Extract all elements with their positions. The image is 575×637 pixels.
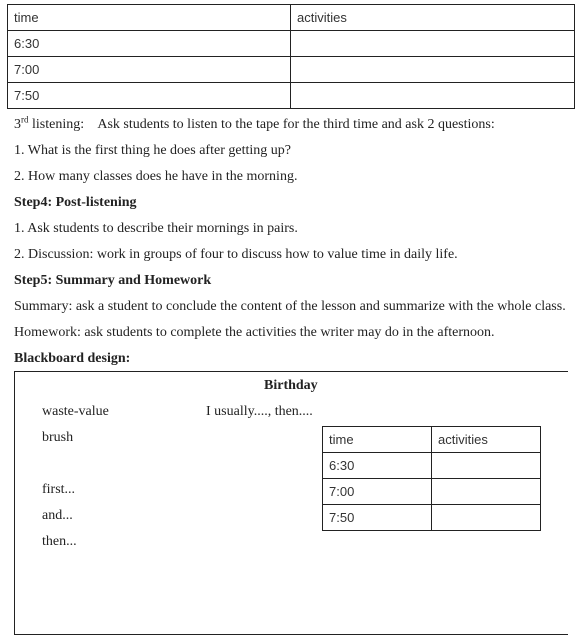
table-cell: 7:00	[8, 57, 291, 83]
homework-line: Homework: ask students to complete the activities the writer may do in the afternoon.	[14, 325, 495, 340]
table-cell: 6:30	[323, 453, 432, 479]
question-2: 2. How many classes does he have in the morning.	[14, 169, 298, 184]
step4-item-1: 1. Ask students to describe their mornings in pairs.	[14, 221, 298, 236]
schedule-table	[7, 4, 575, 109]
third-listening-text: listening: Ask students to listen to the tape for the third time and ask 2 questions:	[28, 117, 495, 132]
table-row	[323, 453, 541, 479]
summary-line: Summary: ask a student to conclude the content of the lesson and summarize with the whole class.	[14, 299, 566, 314]
blackboard-heading: Blackboard design:	[14, 351, 131, 366]
table-row	[323, 479, 541, 505]
table-cell	[432, 479, 541, 505]
ordinal-suffix: rd	[21, 114, 29, 125]
step4-item-2: 2. Discussion: work in groups of four to discuss how to value time in daily life.	[14, 247, 458, 262]
board-word: first...	[42, 482, 76, 497]
table-header-cell: activities	[432, 427, 541, 453]
table-cell	[291, 31, 575, 57]
board-word: then...	[42, 534, 77, 549]
table-cell: 7:50	[323, 505, 432, 531]
table-row	[8, 57, 575, 83]
table-cell: 7:00	[323, 479, 432, 505]
table-header-row	[323, 427, 541, 453]
table-header-cell: time	[323, 427, 432, 453]
third-listening-line	[14, 114, 495, 133]
board-word: brush	[42, 430, 74, 445]
board-word: waste-value	[42, 404, 109, 419]
board-word: and...	[42, 508, 73, 523]
table-cell	[291, 83, 575, 109]
table-cell	[432, 505, 541, 531]
table-cell	[432, 453, 541, 479]
ordinal-number: 3	[14, 117, 21, 132]
table-header-row	[8, 5, 575, 31]
table-cell	[291, 57, 575, 83]
step5-heading: Step5: Summary and Homework	[14, 273, 212, 288]
step4-heading: Step4: Post-listening	[14, 195, 137, 210]
board-schedule-table	[322, 426, 541, 531]
board-phrase: I usually...., then....	[206, 404, 313, 419]
question-1: 1. What is the first thing he does after getting up?	[14, 143, 291, 158]
table-row	[8, 31, 575, 57]
blackboard-design-box	[14, 371, 568, 635]
table-header-cell: time	[8, 5, 291, 31]
table-row	[8, 83, 575, 109]
table-row	[323, 505, 541, 531]
table-header-cell: activities	[291, 5, 575, 31]
board-title: Birthday	[264, 378, 318, 393]
table-cell: 7:50	[8, 83, 291, 109]
table-cell: 6:30	[8, 31, 291, 57]
